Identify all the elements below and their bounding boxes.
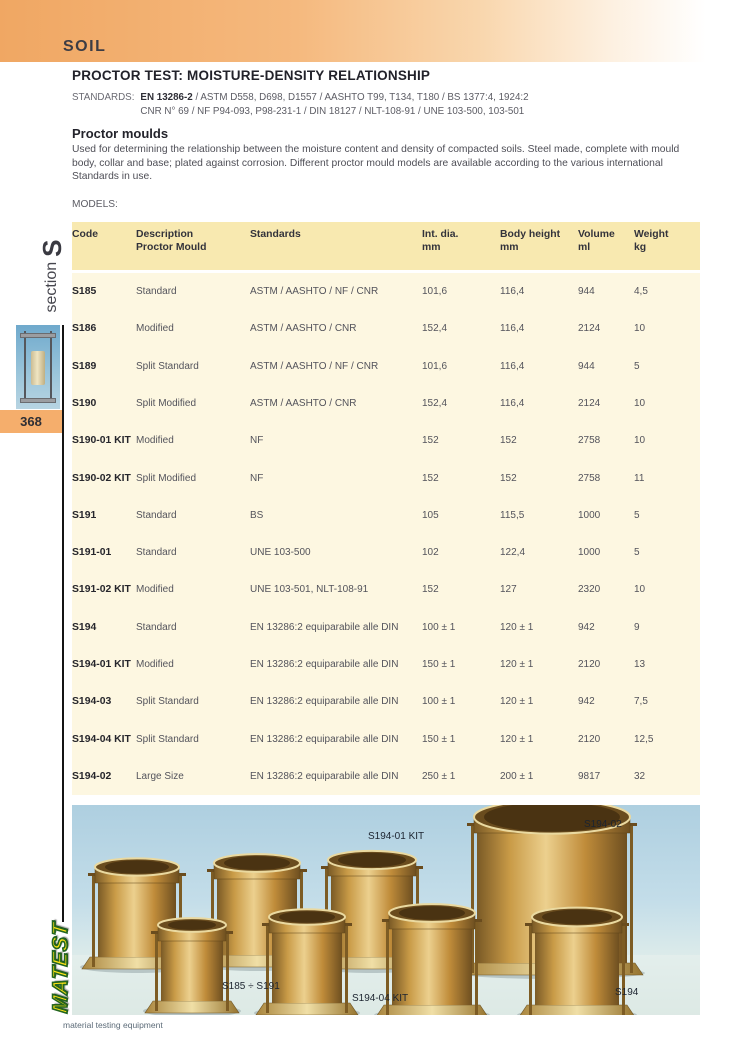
- table-cell: 116,4: [500, 323, 525, 335]
- table-cell: 122,4: [500, 547, 526, 559]
- table-row: [72, 571, 700, 608]
- table-body: [72, 273, 700, 795]
- table-cell: ASTM / AASHTO / CNR: [250, 323, 357, 335]
- table-cell: 1000: [578, 547, 601, 559]
- models-label: MODELS:: [72, 199, 118, 210]
- table-cell: EN 13286:2 equiparabile alle DIN: [250, 733, 399, 745]
- table-cell: EN 13286:2 equiparabile alle DIN: [250, 696, 399, 708]
- table-cell: Modified: [136, 658, 174, 670]
- table-cell: Split Modified: [136, 397, 197, 409]
- table-cell: Split Modified: [136, 472, 197, 484]
- photo-label-s194-04-kit: S194-04 KIT: [352, 993, 409, 1004]
- standards-text: [140, 91, 528, 118]
- table-cell: 942: [578, 696, 595, 708]
- table-cell: ASTM / AASHTO / NF / CNR: [250, 286, 379, 298]
- table-cell: 12,5: [634, 733, 654, 745]
- standards-block: [72, 91, 529, 118]
- table-row: [72, 497, 700, 534]
- table-cell: BS: [250, 509, 264, 521]
- table-cell: 944: [578, 360, 595, 372]
- footer-tagline: material testing equipment: [63, 1020, 163, 1030]
- model-code: S194-02: [72, 770, 112, 782]
- table-cell: ASTM / AASHTO / NF / CNR: [250, 360, 379, 372]
- table-cell: NF: [250, 435, 264, 447]
- table-cell: 2758: [578, 435, 601, 447]
- table-cell: NF: [250, 472, 264, 484]
- sidebar-divider: [62, 325, 64, 922]
- table-cell: 120 ± 1: [500, 733, 534, 745]
- table-cell: 152: [500, 472, 517, 484]
- table-row: [72, 720, 700, 757]
- table-cell: 2124: [578, 323, 601, 335]
- apparatus-cylinder: [31, 351, 45, 385]
- table-cell: Large Size: [136, 770, 184, 782]
- model-code: S190-01 KIT: [72, 435, 131, 447]
- column-header: [72, 229, 136, 270]
- table-cell: 152: [422, 584, 439, 596]
- table-cell: Modified: [136, 323, 174, 335]
- model-code: S186: [72, 323, 97, 335]
- photo-label-s194-01-kit: S194-01 KIT: [368, 831, 425, 842]
- column-header-line1: Standards: [250, 229, 301, 240]
- apparatus-plate: [20, 398, 56, 403]
- table-cell: 115,5: [500, 509, 525, 521]
- table-cell: 5: [634, 360, 640, 372]
- table-cell: EN 13286:2 equiparabile alle DIN: [250, 770, 399, 782]
- table-cell: 102: [422, 547, 439, 559]
- standards-line2: CNR N° 69 / NF P94-093, P98-231-1 / DIN 18127 / NLT-108-91 / UNE 103-500, 103-501: [140, 105, 525, 117]
- table-cell: 105: [422, 509, 439, 521]
- table-cell: 2120: [578, 733, 601, 745]
- column-header: [500, 229, 578, 270]
- table-cell: 150 ± 1: [422, 658, 456, 670]
- column-header-line2: ml: [578, 241, 591, 253]
- table-cell: 7,5: [634, 696, 648, 708]
- table-cell: 250 ± 1: [422, 770, 456, 782]
- apparatus-plate: [20, 333, 56, 338]
- model-code: S194-04 KIT: [72, 733, 131, 745]
- table-cell: 2124: [578, 397, 601, 409]
- apparatus-rod: [50, 331, 52, 403]
- table-cell: UNE 103-500: [250, 547, 311, 559]
- table-cell: 152: [500, 435, 517, 447]
- table-cell: 152: [422, 472, 439, 484]
- table-row: [72, 646, 700, 683]
- table-row: [72, 758, 700, 795]
- table-cell: Modified: [136, 435, 174, 447]
- sidebar-section-letter: S: [36, 239, 67, 257]
- table-cell: 150 ± 1: [422, 733, 456, 745]
- table-cell: 32: [634, 770, 646, 782]
- product-heading: Proctor moulds: [72, 126, 169, 141]
- table-cell: Split Standard: [136, 360, 199, 372]
- table-cell: 2120: [578, 658, 601, 670]
- table-cell: Standard: [136, 621, 177, 633]
- table-cell: 2758: [578, 472, 601, 484]
- table-cell: 116,4: [500, 286, 525, 298]
- table-cell: 120 ± 1: [500, 621, 534, 633]
- column-header-line1: Int. dia.: [422, 229, 459, 240]
- photo-label-s194: S194: [615, 987, 639, 998]
- table-cell: UNE 103-501, NLT-108-91: [250, 584, 369, 596]
- apparatus-rod: [24, 331, 26, 403]
- table-cell: 10: [634, 584, 646, 596]
- table-cell: 10: [634, 435, 646, 447]
- table-cell: Split Standard: [136, 733, 199, 745]
- column-header: [578, 229, 634, 270]
- table-cell: EN 13286:2 equiparabile alle DIN: [250, 621, 399, 633]
- table-cell: 10: [634, 323, 646, 335]
- table-cell: 120 ± 1: [500, 658, 534, 670]
- model-code: S190: [72, 397, 97, 409]
- table-header-row: [72, 222, 700, 270]
- page-number: 368: [20, 414, 42, 429]
- product-photo: [72, 805, 700, 1015]
- page-title: PROCTOR TEST: MOISTURE-DENSITY RELATIONSHIP: [72, 68, 431, 83]
- table-cell: 120 ± 1: [500, 696, 534, 708]
- table-cell: ASTM / AASHTO / CNR: [250, 397, 357, 409]
- table-cell: Standard: [136, 509, 177, 521]
- table-cell: 944: [578, 286, 595, 298]
- column-header-line1: Description: [136, 229, 194, 240]
- column-header-line1: Volume: [578, 229, 615, 240]
- column-header: [422, 229, 500, 270]
- table-cell: 13: [634, 658, 646, 670]
- models-table: [72, 222, 700, 795]
- table-cell: 9: [634, 621, 640, 633]
- table-cell: 152,4: [422, 397, 448, 409]
- table-row: [72, 683, 700, 720]
- table-cell: 1000: [578, 509, 601, 521]
- model-code: S191-02 KIT: [72, 584, 131, 596]
- table-cell: 152,4: [422, 323, 448, 335]
- table-cell: Standard: [136, 547, 177, 559]
- page-number-badge: [0, 410, 62, 433]
- column-header: [250, 229, 422, 270]
- table-cell: 11: [634, 472, 645, 484]
- table-cell: 127: [500, 584, 517, 596]
- photo-label-s185-s191: S185 ÷ S191: [222, 981, 280, 992]
- product-description: Used for determining the relationship between the moisture content and density of compacted soils. Steel made, complete with mould body, collar and base; plated against corrosion. Different proctor mould models are available according to the various international Standards in use.: [72, 144, 680, 182]
- column-header-line2: kg: [634, 241, 647, 253]
- table-cell: 942: [578, 621, 595, 633]
- table-cell: 100 ± 1: [422, 696, 456, 708]
- model-code: S194-03: [72, 696, 112, 708]
- brand-name: MATEST: [49, 921, 72, 1015]
- column-header-line2: mm: [422, 241, 441, 253]
- table-cell: 5: [634, 509, 640, 521]
- column-header-line2: mm: [500, 241, 519, 253]
- standards-primary: EN 13286-2: [140, 92, 193, 103]
- column-header-line2: Proctor Mould: [136, 241, 207, 253]
- table-cell: 101,6: [422, 286, 448, 298]
- table-cell: 9817: [578, 770, 601, 782]
- model-code: S191: [72, 509, 97, 521]
- model-code: S190-02 KIT: [72, 472, 131, 484]
- standards-line1: [140, 91, 528, 105]
- table-row: [72, 534, 700, 571]
- table-row: [72, 422, 700, 459]
- table-cell: 101,6: [422, 360, 448, 372]
- sidebar-thumbnail-photo: [16, 325, 60, 409]
- column-header: [136, 229, 250, 270]
- model-code: S194: [72, 621, 97, 633]
- table-cell: 116,4: [500, 360, 525, 372]
- sidebar-section-word: section: [43, 261, 60, 313]
- mould-shape: [143, 918, 241, 1015]
- table-row: [72, 310, 700, 347]
- section-title: SOIL: [63, 38, 107, 55]
- standards-label: STANDARDS:: [72, 92, 135, 103]
- table-cell: 5: [634, 547, 640, 559]
- table-row: [72, 609, 700, 646]
- photo-label-s194-02: S194-02: [584, 819, 622, 830]
- model-code: S194-01 KIT: [72, 658, 131, 670]
- table-cell: 152: [422, 435, 439, 447]
- table-cell: 200 ± 1: [500, 770, 534, 782]
- section-band: [0, 0, 743, 62]
- table-row: [72, 273, 700, 310]
- table-cell: Modified: [136, 584, 174, 596]
- column-header: [634, 229, 700, 270]
- sidebar-section-label: [37, 220, 67, 332]
- table-cell: 2320: [578, 584, 601, 596]
- model-code: S189: [72, 360, 97, 372]
- column-header-line1: Code: [72, 229, 98, 240]
- table-cell: 116,4: [500, 397, 525, 409]
- table-cell: 4,5: [634, 286, 648, 298]
- model-code: S185: [72, 286, 97, 298]
- table-row: [72, 459, 700, 496]
- standards-line1-rest: / ASTM D558, D698, D1557 / AASHTO T99, T134, T180 / BS 1377:4, 1924:2: [192, 92, 529, 103]
- table-cell: EN 13286:2 equiparabile alle DIN: [250, 658, 399, 670]
- table-cell: Standard: [136, 286, 177, 298]
- table-cell: 100 ± 1: [422, 621, 456, 633]
- model-code: S191-01: [72, 547, 112, 559]
- table-row: [72, 348, 700, 385]
- column-header-line1: Weight: [634, 229, 669, 240]
- mould-shape: [517, 908, 637, 1015]
- table-cell: 10: [634, 397, 646, 409]
- table-cell: Split Standard: [136, 696, 199, 708]
- column-header-line1: Body height: [500, 229, 561, 240]
- table-row: [72, 385, 700, 422]
